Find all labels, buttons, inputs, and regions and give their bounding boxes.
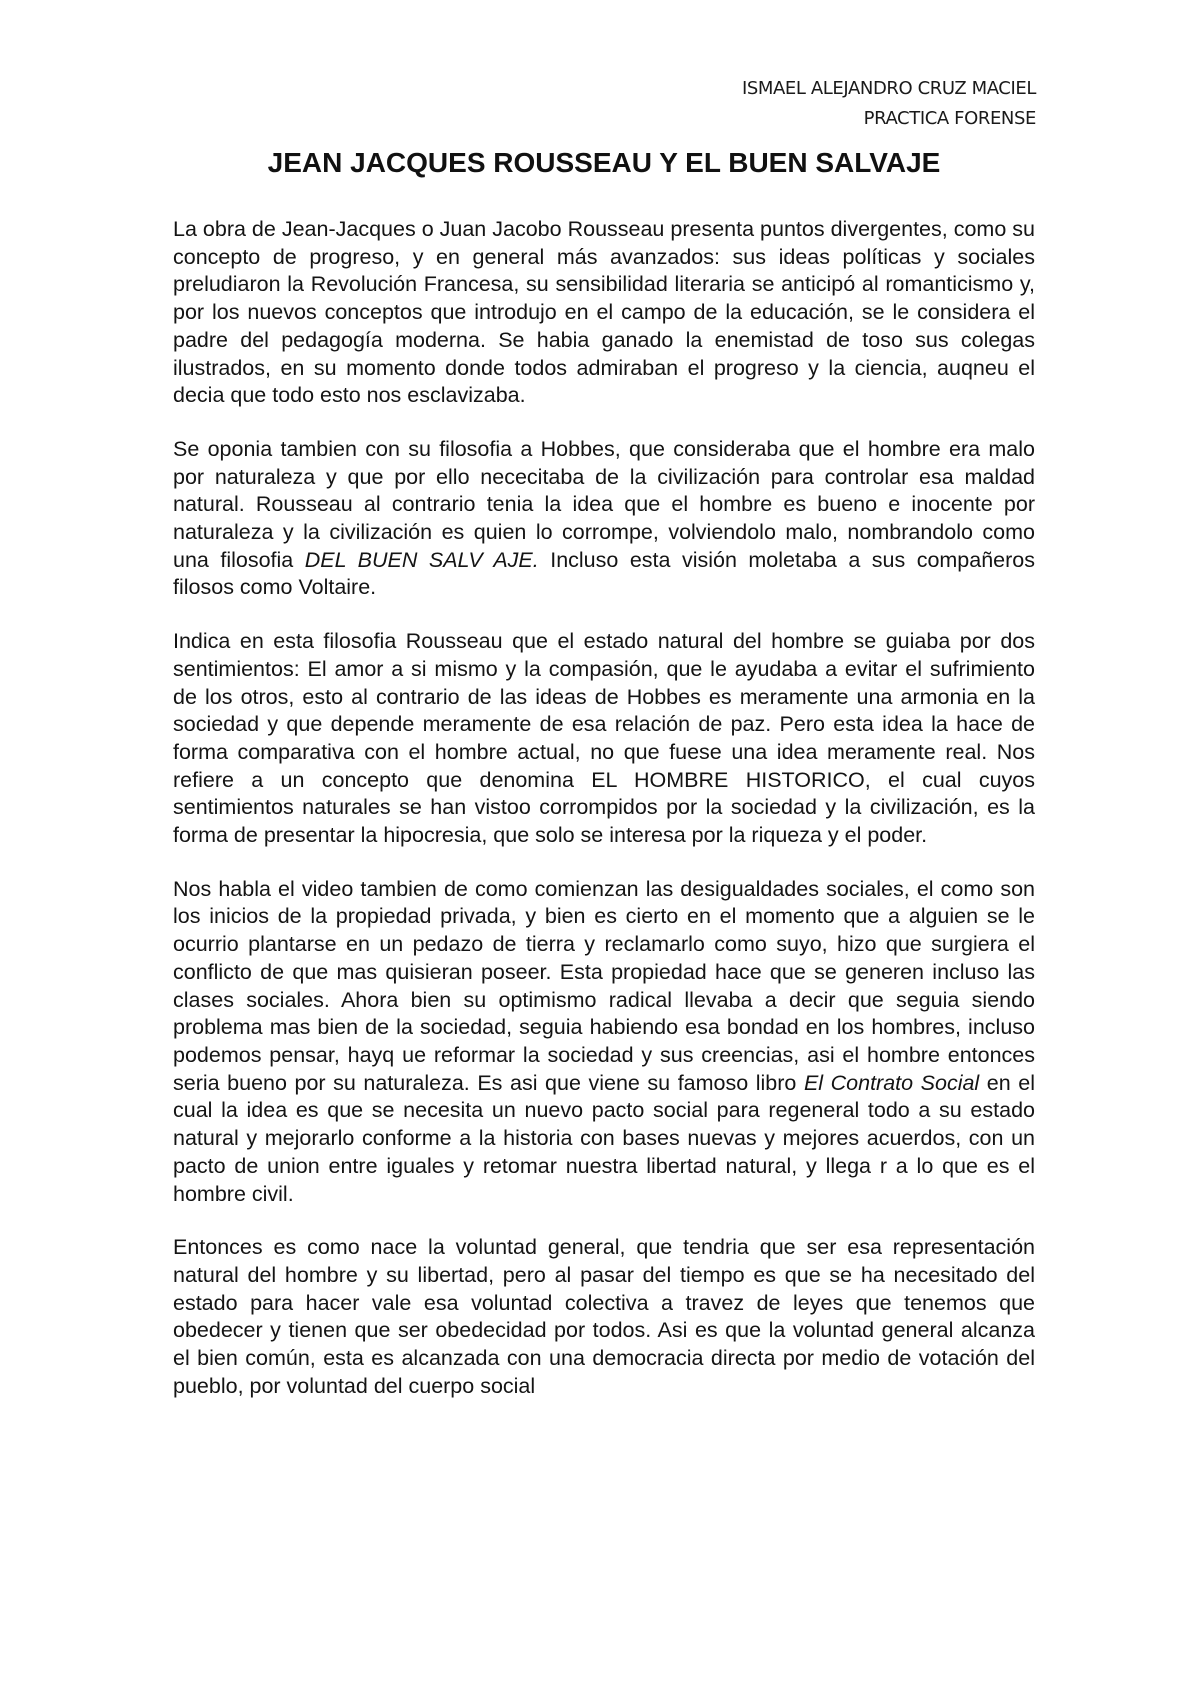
paragraph-2-italic: DEL BUEN SALV AJE. — [304, 547, 539, 572]
author-name: ISMAEL ALEJANDRO CRUZ MACIEL — [741, 78, 1036, 99]
paragraph-3: Indica en esta filosofia Rousseau que el estado natural del hombre se guiaba por dos sentimientos: El amor a si mismo y la compasión, que le ayudaba a evitar el sufrimiento de los otros, esto al contrario de las ideas de Hobbes es meramente una armonia en la sociedad y que depende meramente de esa relación de paz. Pero esta idea la hace de forma comparativa con el hombre actual, no que fuese una idea meramente real. Nos refiere a un concepto que denomina EL HOMBRE HISTORICO, el cual cuyos sentimientos naturales se han vistoo corrompidos por la sociedad y la civilización, es la forma de presentar la hipocresia, que solo se interesa por la riqueza y el poder. — [173, 629, 1035, 848]
document-header — [742, 74, 1036, 134]
paragraph-2-text-b: Incluso esta visión moletaba a sus compañeros filosos como Voltaire. — [173, 547, 1036, 600]
document-body — [173, 216, 1035, 1426]
paragraph-2-text-a: Se oponia tambien con su filosofia a Hobbes, que consideraba que el hombre era malo por naturaleza y que por ello nececitaba de la civilización para controlar esa maldad natural. Rousseau al contrario tenia la idea que el hombre es bueno e inocente por naturaleza y la civilización es quien lo corrompe, volviendolo malo, nombrandolo como una filosofia — [173, 436, 1035, 572]
paragraph-5: Entonces es como nace la voluntad general, que tendria que ser esa representación natural del hombre y su libertad, pero al pasar del tiempo es que se ha necesitado del estado para hacer vale esa voluntad colectiva a travez de leyes que tenemos que obedecer y tienen que ser obedecidad por todos. Asi es que la voluntad general alcanza el bien común, esta es alcanzada con una democracia directa por medio de votación del pueblo, por voluntad del cuerpo social — [173, 1235, 1035, 1398]
paragraph-4-text-b: en el cual la idea es que se necesita un nuevo pacto social para regeneral todo a su estado natural y mejorarlo conforme a la historia con bases nuevas y mejores acuerdos, con un pacto de union entre iguales y retomar nuestra libertad natural, y llega r a lo que es el hombre civil. — [173, 1070, 1035, 1206]
paragraph-4-text-a: Nos habla el video tambien de como comienzan las desigualdades sociales, el como son los inicios de la propiedad privada, y bien es cierto en el momento que a alguien se le ocurrio plantarse en un pedazo de tierra y reclamarlo como suyo, hizo que surgiera el conflicto de que mas quisieran poseer. Esta propiedad hace que se generen incluso las clases sociales. Ahora bien su optimismo radical llevaba a decir que seguia siendo problema mas bien de la sociedad, seguia habiendo esa bondad en los hombres, incluso podemos pensar, hayq ue reformar la sociedad y sus creencias, asi el hombre entonces seria bueno por su naturaleza. Es asi que viene su famoso libro — [173, 876, 1035, 1095]
paragraph-1: La obra de Jean-Jacques o Juan Jacobo Rousseau presenta puntos divergentes, como su concepto de progreso, y en general más avanzados: sus ideas políticas y sociales preludiaron la Revolución Francesa, su sensibilidad literaria se anticipó al romanticismo y, por los nuevos conceptos que introdujo en el campo de la educación, se le considera el padre del pedagogía moderna. Se habia ganado la enemistad de toso sus colegas ilustrados, en su momento donde todos admiraban el progreso y la ciencia, auqneu el decia que todo esto nos esclavizaba. — [173, 217, 1035, 408]
document-title: JEAN JACQUES ROUSSEAU Y EL BUEN SALVAJE — [267, 147, 941, 178]
paragraph-2 — [173, 436, 1035, 602]
paragraph-4-italic: El Contrato Social — [803, 1070, 980, 1095]
course-name: PRACTICA FORENSE — [863, 108, 1036, 129]
paragraph-4 — [173, 876, 1035, 1208]
